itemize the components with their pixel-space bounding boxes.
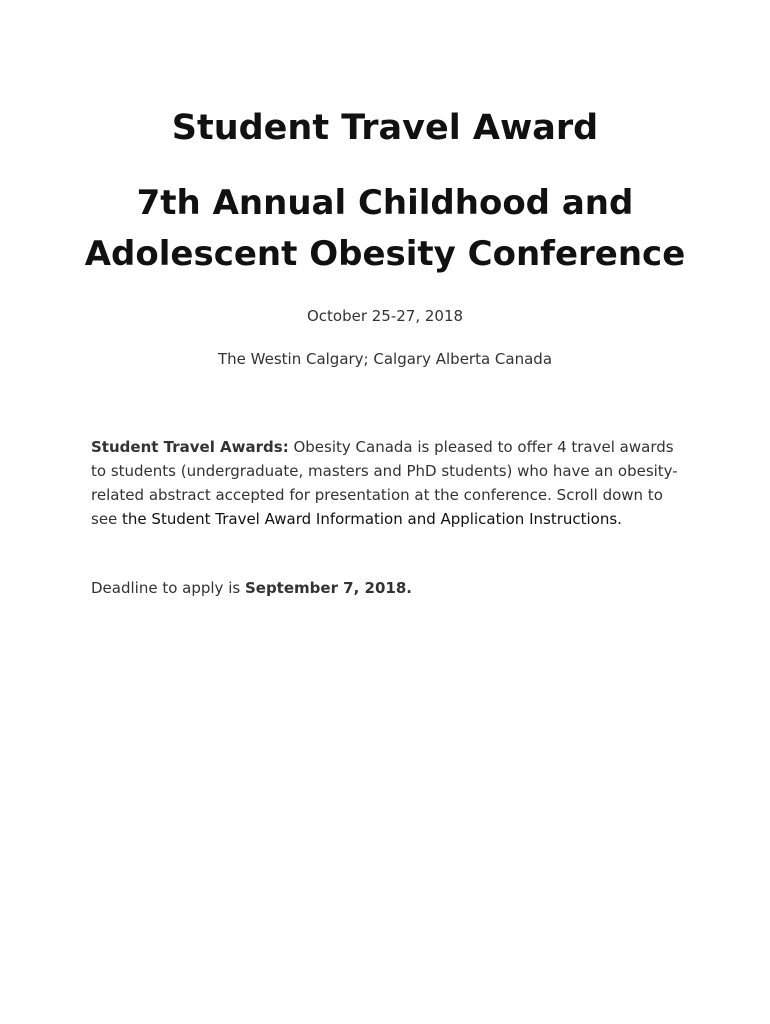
event-venue: The Westin Calgary; Calgary Alberta Canada	[217, 350, 553, 368]
intro-text: Obesity Canada is pleased to offer 4 travel awards to students (undergraduate, masters and PhD students) who have an obesity-related abstract accepted for presentation at the conference. Scroll down to see	[91, 438, 678, 528]
event-date: October 25-27, 2018	[306, 307, 464, 325]
application-instructions-link[interactable]: the Student Travel Award Information and Application Instructions.	[122, 510, 622, 528]
intro-label: Student Travel Awards:	[91, 438, 289, 456]
deadline-paragraph	[91, 576, 691, 600]
deadline-text: Deadline to apply is	[91, 579, 245, 597]
conference-title: 7th Annual Childhood and Adolescent Obesity Conference	[84, 183, 686, 274]
deadline-date: September 7, 2018.	[244, 579, 412, 597]
page-title: Student Travel Award	[171, 108, 599, 148]
intro-paragraph	[91, 435, 691, 531]
